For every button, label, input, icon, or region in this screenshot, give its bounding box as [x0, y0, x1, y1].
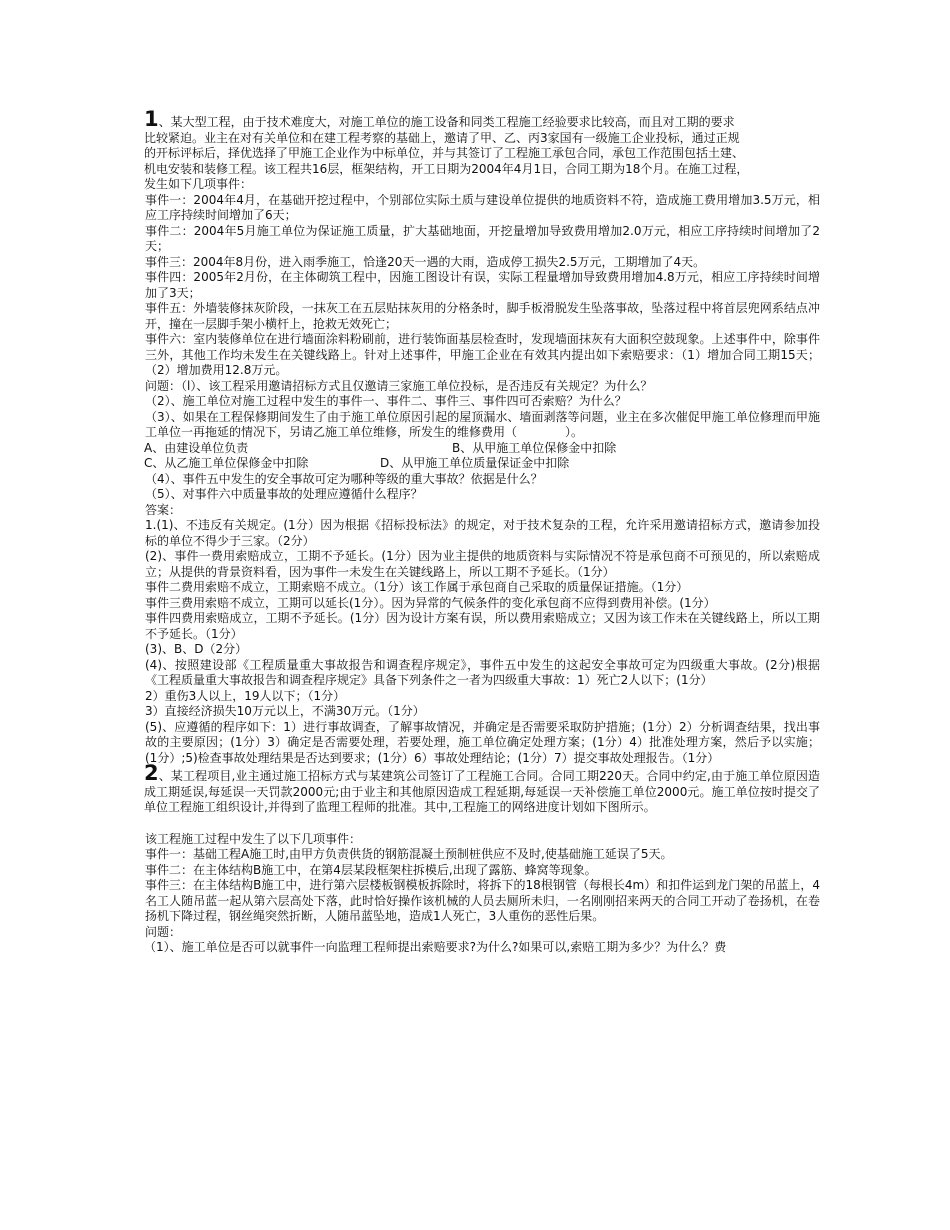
q1-question-2: （2）、施工单位对施工过程中发生的事件一、事件二、事件三、事件四可否索赔？为什么？: [145, 394, 627, 408]
q1-options-row-2: [144, 456, 820, 472]
answer-3: (3)、B、D（2分）: [145, 642, 248, 656]
q2-number: 2: [144, 761, 159, 785]
q2-events-intro: 该工程施工过程中发生了以下几项事件：: [145, 831, 362, 846]
q1-question-1: 问题：（l）、该工程采用邀请招标方式且仅邀请三家施工单位投标，是否违反有关规定？为什么？: [145, 378, 653, 393]
answer-2b: 事件二费用索赔不成立，工期索赔不成立。（1分）该工作属于承包商自己采取的质量保证措施。（1分）: [145, 580, 689, 594]
answer-1: 1.(1)、不违反有关规定。(1分）因为根据《招标投标法》的规定，对于技术复杂的工程，允许采用邀请招标方式，邀请参加投标的单位不得少于三家。（2分）: [145, 518, 820, 548]
answer-2d: 事件四费用索赔成立，工期不予延长。(1分）因为设计方案有误，所以费用索赔成立；又因为该工作未在关键线路上，所以工期不予延长。（1分）: [145, 611, 820, 641]
option-a: A、由建设单位负责: [144, 440, 249, 455]
option-d: D、从甲施工单位质量保证金中扣除: [380, 456, 570, 470]
q1-intro: 1、某大型工程，由于技术难度大，对施工单位的施工设备和同类工程施工经验要求比较高，而且对工期的要求 比较紧迫。业主在对有关单位和在建工程考察的基础上，邀请了甲、乙、丙3家国有一级施工企业投标，通过正规 的开标评标后，择优选择了甲施工企业作为中标单位，并与其签订了工程施工承包合同，承包工作范围包括土建、 机电安装和装修工程。该工程共16层，框架结构，开工日期为2004年4月1日，合同工期为18个月。在施工过程， 发生如下几项事件：: [144, 107, 749, 191]
q1-number: 1: [144, 107, 159, 131]
answer-5: (5)、应遵循的程序如下：1）进行事故调查，了解事故情况，并确定是否需要采取防护措施；(1分）2）分析调查结果，找出事故的主要原因；(1分）3）确定是否需要处理，若要处理，施工单位确定处理方案；(1分）4）批准处理方案，然后予以实施；(1分）;5)检查事故处理结果是否达到要求；(1分）6）事故处理结论；(1分）7）提交事故处理报告。（1分）: [145, 719, 820, 765]
q1-question-3: （3）、如果在工程保修期间发生了由于施工单位原因引起的屋顶漏水、墙面剥落等问题，业主在多次催促甲施工单位修理而甲施工单位一再拖延的情况下，另请乙施工单位维修，所发生的维修费用（ ）。: [145, 409, 820, 439]
q2-question-label: 问题：: [145, 924, 182, 939]
q1-question-5: （5）、对事件六中质量事故的处理应遵循什么程序？: [145, 487, 423, 501]
q1-event-1: 事件一：2004年4月，在基础开挖过程中，个别部位实际土质与建设单位提供的地质资料不符，造成施工费用增加3.5万元，相应工序持续时间增加了6天；: [145, 192, 820, 222]
option-c: C、从乙施工单位保修金中扣除: [144, 456, 309, 470]
q2-event-3: 事件三：在主体结构B施工中，进行第六层楼板钢模板拆除时，将拆下的18根钢管（每根长4m）和扣件运到龙门架的吊蓝上，4名工人随吊蓝一起从第六层高处下落，此时恰好操作该机械的人员去厕所未归，一名刚刚招来两天的合同工开动了卷扬机，在卷扬机下降过程，钢丝绳突然折断，人随吊蓝坠地，造成1人死亡，3人重伤的恶性后果。: [145, 878, 820, 923]
q1-question-4: （4）、事件五中发生的安全事故可定为哪种等级的重大事故？依据是什么？: [145, 471, 543, 486]
answer-label: 答案：: [145, 502, 182, 517]
q1-options-row-1: [144, 441, 820, 457]
option-b: B、从甲施工单位保修金中扣除: [452, 440, 617, 455]
q1-event-4: 事件四：2005年2月份，在主体砌筑工程中，因施工图设计有误，实际工程量增加导致费用增加4.8万元，相应工序持续时间增加了3天；: [145, 270, 820, 300]
spacer: [144, 816, 820, 832]
document-page: [144, 107, 820, 956]
answer-4c: 3）直接经济损失10万元以上，不满30万元。（1分）: [145, 704, 425, 718]
q2-question-1: （1）、施工单位是否可以就事件一向监理工程师提出索赔要求?为什么?如果可以,索赔工期为多少？为什么？费: [144, 940, 727, 954]
answer-4: (4)、按照建设部《工程质量重大事故报告和调查程序规定》，事件五中发生的这起安全事故可定为四级重大事故。(2分)根据《工程质量重大事故报告和调查程序规定》具备下列条件之一者为四级重大事故：1）死亡2人以下；(1分）: [145, 657, 820, 687]
answer-2c: 事件三费用索赔不成立，工期可以延长(1分）。因为异常的气候条件的变化承包商不应得到费用补偿。(1分）: [145, 595, 716, 610]
q1-event-2: 事件二：2004年5月施工单位为保证施工质量，扩大基础地面，开挖量增加导致费用增加2.0万元，相应工序持续时间增加了2天；: [145, 223, 820, 253]
q2-event-1: 事件一：基础工程A施工时,由甲方负责供货的钢筋混凝土预制桩供应不及时,使基础施工延误了5天。: [145, 847, 673, 861]
q1-event-3: 事件三：2004年8月份，进入雨季施工，恰逢20天一遇的大雨，造成停工损失2.5万元，工期增加了4天。: [145, 254, 706, 269]
q1-event-5: 事件五：外墙装修抹灰阶段，一抹灰工在五层贴抹灰用的分格条时，脚手板滑脱发生坠落事故，坠落过程中将首层兜网系结点冲开，撞在一层脚手架小横杆上，抢救无效死亡；: [145, 301, 820, 331]
answer-4b: 2）重伤3人以上，19人以下；（1分）: [145, 688, 346, 703]
q2-event-2: 事件二：在主体结构B施工中，在第4层某段框架柱拆模后,出现了露筋、蜂窝等现象。: [145, 862, 597, 877]
q2-intro: 2、某工程项目,业主通过施工招标方式与某建筑公司签订了工程施工合同。合同工期220天。合同中约定,由于施工单位原因造成工期延误,每延误一天罚款2000元;由于业主和其他原因造成工程延期,每延误一天补偿施工单位2000元。施工单位按时提交了单位工程施工组织设计,并得到了监理工程师的批准。其中,工程施工的网络进度计划如下图所示。: [144, 761, 820, 814]
answer-2: (2)、事件一费用索赔成立，工期不予延长。(1分）因为业主提供的地质资料与实际情况不符是承包商不可预见的，所以索赔成立；从提供的背景资料看，因为事件一未发生在关键线路上，所以工期不予延长。（1分）: [145, 549, 820, 579]
q1-event-6: 事件六：室内装修单位在进行墙面涂料粉刷前，进行装饰面基层检查时，发现墙面抹灰有大面积空鼓现象。上述事件中，除事件三外，其他工作均未发生在关键线路上。针对上述事件，甲施工企业在有效其内提出如下索赔要求：（1）增加合同工期15天；（2）增加费用12.8万元。: [145, 332, 820, 377]
